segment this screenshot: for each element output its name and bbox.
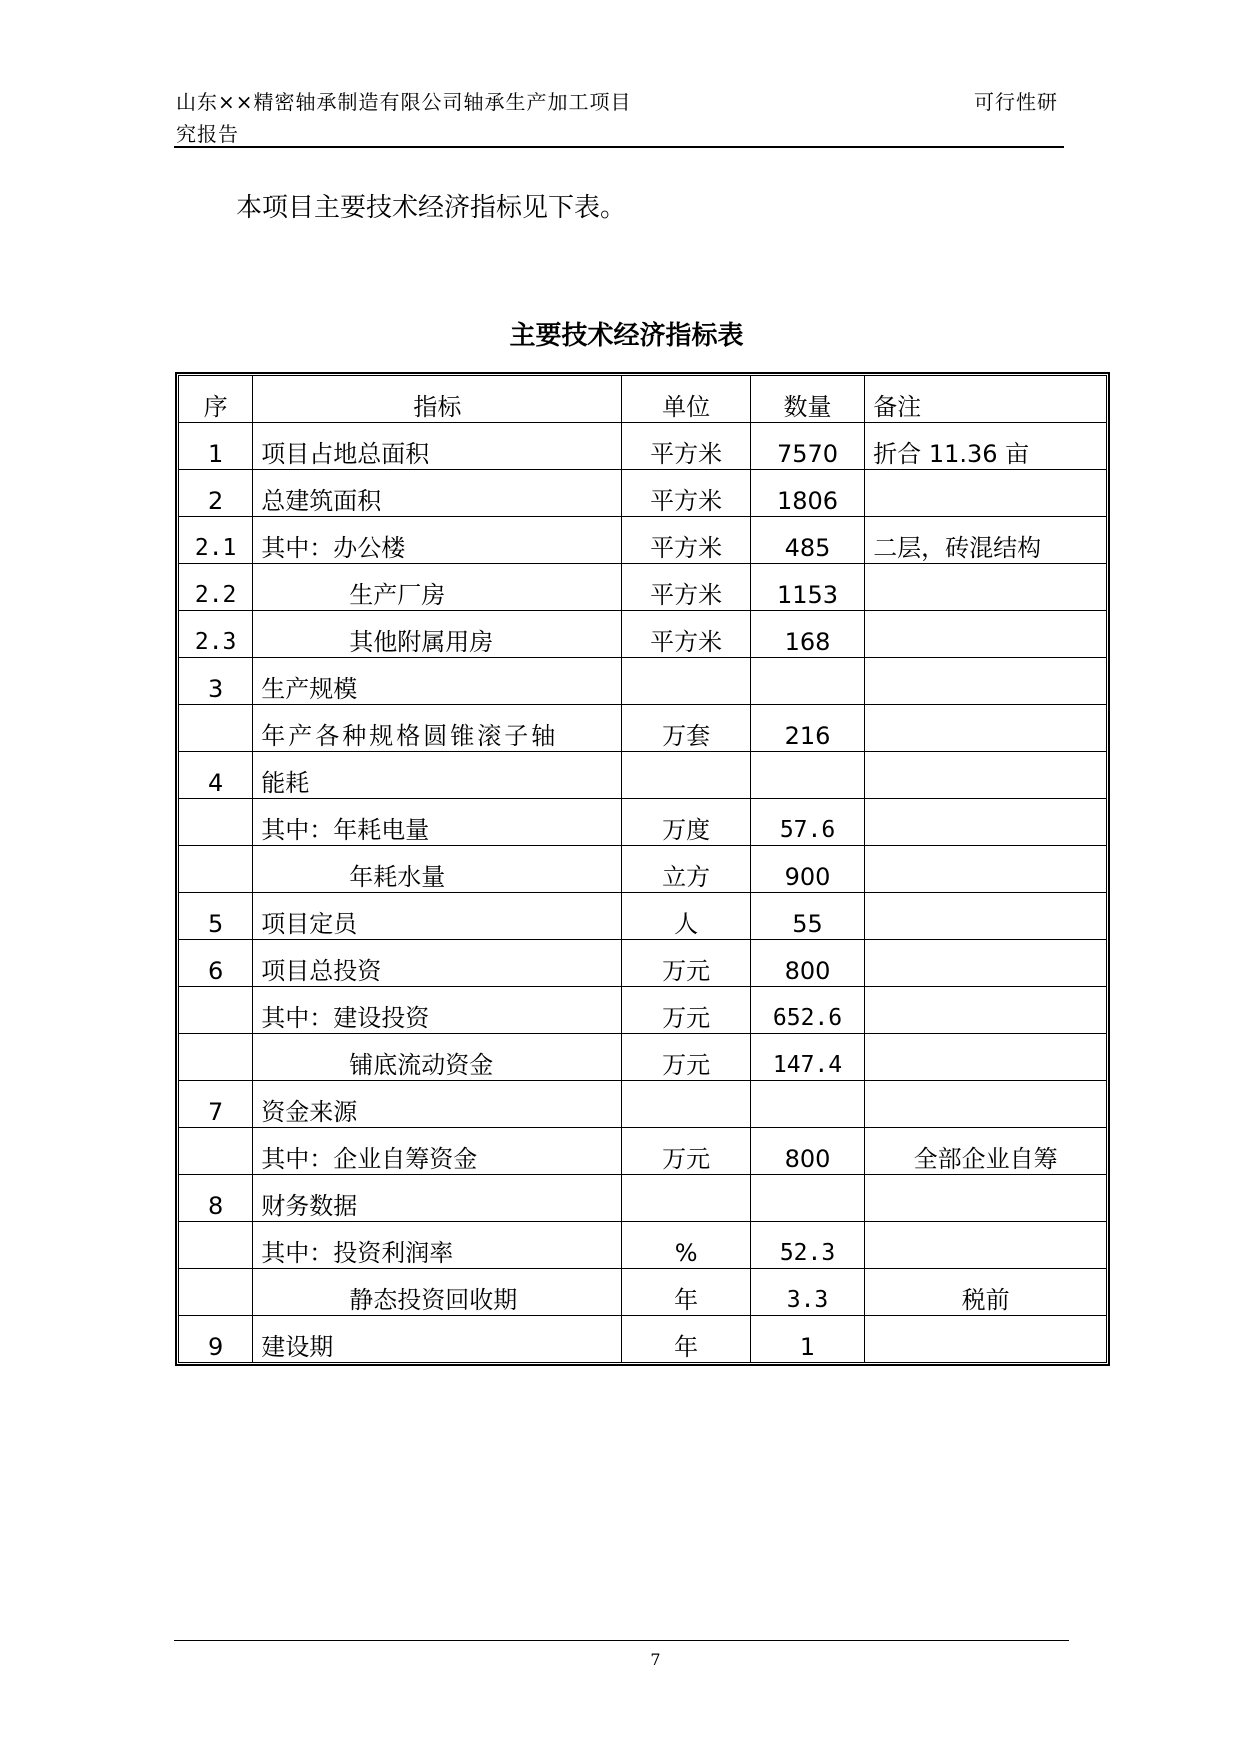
table-row <box>179 423 1107 470</box>
cell-quantity: 1153 <box>750 564 864 611</box>
indicator-table-frame <box>175 372 1110 1366</box>
col-header-quantity: 数量 <box>750 376 864 423</box>
cell-note <box>865 987 1107 1034</box>
table-row <box>179 940 1107 987</box>
table-row <box>179 705 1107 752</box>
table-row <box>179 1175 1107 1222</box>
cell-note <box>865 1081 1107 1128</box>
cell-unit: 平方米 <box>622 470 750 517</box>
col-header-unit: 单位 <box>622 376 750 423</box>
cell-seq <box>179 1222 253 1269</box>
cell-quantity: 800 <box>750 1128 864 1175</box>
cell-quantity: 3.3 <box>750 1269 864 1316</box>
table-row <box>179 1222 1107 1269</box>
cell-unit: 立方 <box>622 846 750 893</box>
cell-indicator: 总建筑面积 <box>253 470 622 517</box>
cell-note <box>865 893 1107 940</box>
cell-indicator: 其中：办公楼 <box>253 517 622 564</box>
cell-unit: 平方米 <box>622 423 750 470</box>
col-header-indicator: 指标 <box>253 376 622 423</box>
cell-unit: 万元 <box>622 1128 750 1175</box>
cell-seq: 1 <box>179 423 253 470</box>
cell-unit: 年 <box>622 1269 750 1316</box>
table-row <box>179 611 1107 658</box>
table-row <box>179 987 1107 1034</box>
header-title-line1: 山东××精密轴承制造有限公司轴承生产加工项目 <box>176 90 632 114</box>
cell-indicator: 其中：企业自筹资金 <box>253 1128 622 1175</box>
table-row <box>179 1316 1107 1363</box>
cell-quantity: 147.4 <box>750 1034 864 1081</box>
cell-quantity: 7570 <box>750 423 864 470</box>
cell-indicator: 财务数据 <box>253 1175 622 1222</box>
footer-rule <box>174 1640 1069 1641</box>
cell-unit: 平方米 <box>622 517 750 564</box>
cell-note <box>865 846 1107 893</box>
table-row <box>179 1081 1107 1128</box>
table-row <box>179 799 1107 846</box>
table-row <box>179 893 1107 940</box>
cell-quantity: 900 <box>750 846 864 893</box>
table-row <box>179 1269 1107 1316</box>
cell-note <box>865 705 1107 752</box>
header-title <box>176 86 736 150</box>
table-row <box>179 564 1107 611</box>
cell-seq <box>179 705 253 752</box>
cell-note: 税前 <box>865 1269 1107 1316</box>
cell-note <box>865 564 1107 611</box>
cell-indicator: 建设期 <box>253 1316 622 1363</box>
cell-seq <box>179 1128 253 1175</box>
header-doc-type: 可行性研 <box>974 90 1058 114</box>
table-row <box>179 1128 1107 1175</box>
cell-indicator: 资金来源 <box>253 1081 622 1128</box>
cell-note <box>865 658 1107 705</box>
header-title-line2: 究报告 <box>176 122 239 146</box>
cell-unit: 平方米 <box>622 611 750 658</box>
cell-indicator: 项目总投资 <box>253 940 622 987</box>
cell-note <box>865 1175 1107 1222</box>
cell-quantity: 168 <box>750 611 864 658</box>
cell-quantity: 55 <box>750 893 864 940</box>
intro-paragraph: 本项目主要技术经济指标见下表。 <box>236 193 627 223</box>
cell-seq: 2 <box>179 470 253 517</box>
cell-indicator: 年耗水量 <box>253 846 622 893</box>
cell-quantity: 52.3 <box>750 1222 864 1269</box>
cell-indicator: 其中：建设投资 <box>253 987 622 1034</box>
cell-quantity: 485 <box>750 517 864 564</box>
col-header-seq: 序 <box>179 376 253 423</box>
table-body <box>179 423 1107 1363</box>
cell-note <box>865 1034 1107 1081</box>
table-row <box>179 752 1107 799</box>
cell-note <box>865 470 1107 517</box>
table-title: 主要技术经济指标表 <box>509 321 744 351</box>
cell-quantity <box>750 1081 864 1128</box>
cell-unit: 万元 <box>622 1034 750 1081</box>
indicator-table <box>178 375 1107 1363</box>
cell-note: 折合 11.36 亩 <box>865 423 1107 470</box>
cell-seq <box>179 846 253 893</box>
page-number: 7 <box>650 1650 661 1669</box>
table-row <box>179 846 1107 893</box>
cell-unit: 万套 <box>622 705 750 752</box>
col-header-note: 备注 <box>865 376 1107 423</box>
cell-unit <box>622 1081 750 1128</box>
cell-indicator: 静态投资回收期 <box>253 1269 622 1316</box>
cell-quantity: 1 <box>750 1316 864 1363</box>
cell-note <box>865 752 1107 799</box>
cell-seq <box>179 799 253 846</box>
cell-seq: 2.1 <box>179 517 253 564</box>
cell-seq: 2.3 <box>179 611 253 658</box>
cell-unit: 万元 <box>622 987 750 1034</box>
cell-quantity <box>750 658 864 705</box>
cell-note <box>865 940 1107 987</box>
cell-unit: 万元 <box>622 940 750 987</box>
table-header-row <box>179 376 1107 423</box>
cell-seq: 2.2 <box>179 564 253 611</box>
cell-quantity: 216 <box>750 705 864 752</box>
cell-note <box>865 1222 1107 1269</box>
cell-seq: 9 <box>179 1316 253 1363</box>
cell-quantity: 57.6 <box>750 799 864 846</box>
cell-indicator: 生产厂房 <box>253 564 622 611</box>
cell-indicator: 铺底流动资金 <box>253 1034 622 1081</box>
cell-unit <box>622 752 750 799</box>
cell-quantity <box>750 1175 864 1222</box>
cell-seq: 8 <box>179 1175 253 1222</box>
cell-note <box>865 611 1107 658</box>
cell-seq <box>179 1269 253 1316</box>
cell-quantity <box>750 752 864 799</box>
cell-seq <box>179 1034 253 1081</box>
cell-note <box>865 1316 1107 1363</box>
cell-quantity: 1806 <box>750 470 864 517</box>
cell-seq <box>179 987 253 1034</box>
cell-unit: 平方米 <box>622 564 750 611</box>
cell-indicator: 其他附属用房 <box>253 611 622 658</box>
header-rule <box>174 146 1064 148</box>
cell-indicator: 项目定员 <box>253 893 622 940</box>
cell-note: 全部企业自筹 <box>865 1128 1107 1175</box>
cell-indicator: 能耗 <box>253 752 622 799</box>
cell-seq: 5 <box>179 893 253 940</box>
cell-unit: 万度 <box>622 799 750 846</box>
table-row <box>179 517 1107 564</box>
cell-unit <box>622 1175 750 1222</box>
cell-indicator: 生产规模 <box>253 658 622 705</box>
cell-indicator: 其中：年耗电量 <box>253 799 622 846</box>
cell-note <box>865 799 1107 846</box>
cell-unit: 年 <box>622 1316 750 1363</box>
cell-unit: 人 <box>622 893 750 940</box>
cell-unit: % <box>622 1222 750 1269</box>
cell-indicator: 其中：投资利润率 <box>253 1222 622 1269</box>
cell-quantity: 652.6 <box>750 987 864 1034</box>
table-row <box>179 1034 1107 1081</box>
cell-unit <box>622 658 750 705</box>
cell-seq: 4 <box>179 752 253 799</box>
table-row <box>179 658 1107 705</box>
cell-seq: 6 <box>179 940 253 987</box>
table-row <box>179 470 1107 517</box>
cell-indicator: 年产各种规格圆锥滚子轴 <box>253 705 622 752</box>
cell-seq: 3 <box>179 658 253 705</box>
cell-indicator: 项目占地总面积 <box>253 423 622 470</box>
cell-note: 二层，砖混结构 <box>865 517 1107 564</box>
cell-seq: 7 <box>179 1081 253 1128</box>
cell-quantity: 800 <box>750 940 864 987</box>
